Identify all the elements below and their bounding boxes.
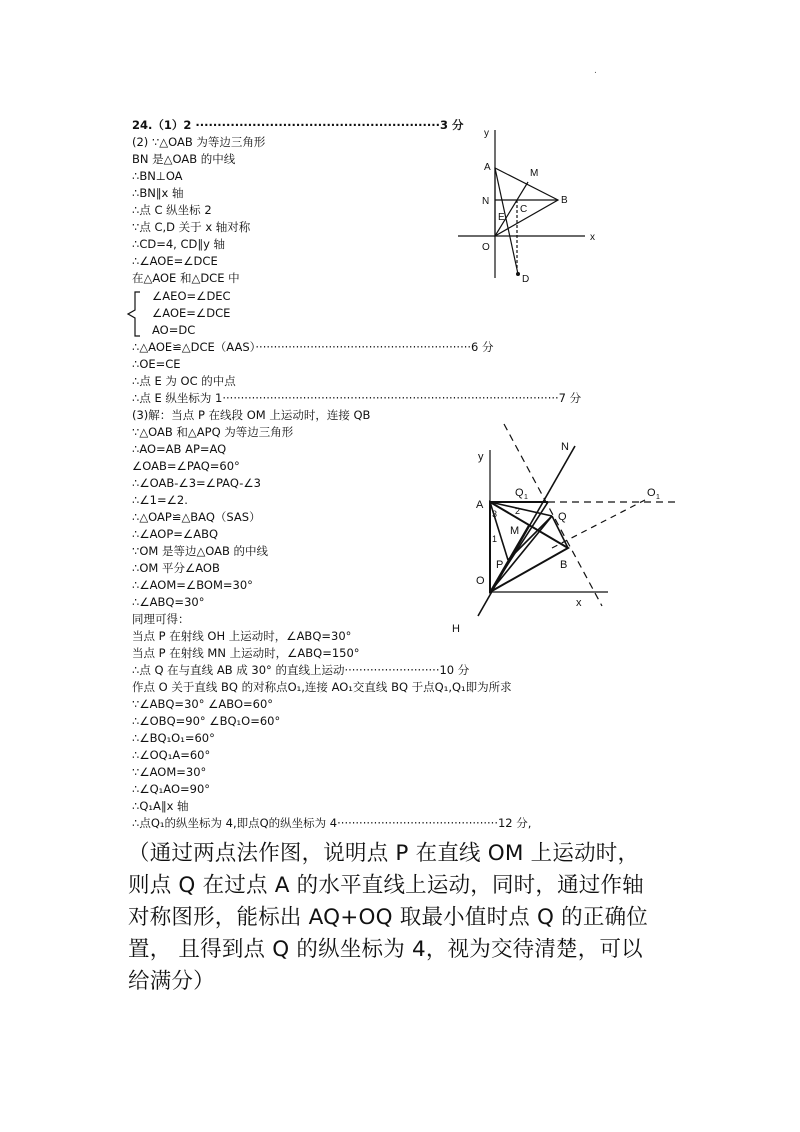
label-n: N	[561, 441, 569, 453]
label-e: E	[498, 212, 505, 223]
solution-line: ∵∠ABQ=30° ∠ABO=60°	[132, 697, 274, 711]
solution-line: ∴△OAP≌△BAQ（SAS）	[132, 510, 261, 524]
dashed-ao1	[552, 500, 645, 548]
solution-line: ∴∠AOE=∠DCE	[132, 254, 218, 268]
segment-oq	[490, 516, 552, 592]
solution-line: ∴OM 平分∠AOB	[132, 561, 220, 575]
triangle-oab	[495, 168, 558, 236]
solution-line: BN 是△OAB 的中线	[132, 152, 236, 166]
label-q1-subscript: 1	[524, 494, 528, 501]
note-line: 置， 且得到点 Q 的纵坐标为 4，视为交待清楚，可以	[128, 937, 643, 962]
label-y: y	[484, 128, 489, 139]
solution-line: ∴∠AOM=∠BOM=30°	[132, 578, 253, 592]
label-o: O	[482, 242, 490, 253]
note-line: 对称图形，能标出 AQ+OQ 取最小值时点 Q 的正确位	[128, 905, 648, 930]
point-d	[516, 272, 520, 276]
label-a: A	[476, 499, 484, 511]
label-a: A	[484, 162, 491, 173]
solution-line: (3)解：当点 P 在线段 OM 上运动时，连接 QB	[132, 408, 371, 422]
solution-line: 作点 O 关于直线 BQ 的对称点O₁,连接 AO₁交直线 BQ 于点Q₁,Q₁即为所求	[132, 680, 512, 694]
label-o1: O	[647, 487, 656, 499]
brace-bracket	[126, 290, 142, 338]
solution-line: ∴OE=CE	[132, 357, 181, 371]
label-m: M	[530, 168, 539, 179]
label-b: B	[560, 559, 568, 571]
solution-line: ∴∠1=∠2.	[132, 493, 188, 507]
solution-line: ∴△AOE≌△DCE（AAS）···························································6 分	[132, 340, 494, 354]
solution-line: ∵OM 是等边△OAB 的中线	[132, 544, 269, 558]
label-h: H	[452, 623, 460, 635]
label-q: Q	[558, 511, 567, 523]
label-m: M	[510, 525, 520, 537]
solution-line: ∴点 C 纵坐标 2	[132, 203, 212, 217]
label-y: y	[478, 451, 484, 463]
solution-line: 当点 P 在射线 MN 上运动时，∠ABQ=150°	[132, 646, 360, 660]
solution-line: ∵△OAB 和△APQ 为等边三角形	[132, 425, 294, 439]
solution-line: ∵∠AOM=30°	[132, 765, 207, 779]
solution-line: ∴∠ABQ=30°	[132, 595, 205, 609]
solution-line: 在△AOE 和△DCE 中	[132, 271, 240, 285]
solution-line: 24.（1）2 ························································3 分	[132, 118, 464, 132]
figure-part3	[440, 416, 690, 642]
solution-line: ∴∠OBQ=90° ∠BQ₁O=60°	[132, 714, 281, 728]
angle-label-1: 1	[492, 534, 498, 544]
solution-line: ∴点 E 为 OC 的中点	[132, 374, 236, 388]
solution-line: ∴点 Q 在与直线 AB 成 30° 的直线上运动··························10 分	[132, 663, 470, 677]
note-line: 则点 Q 在过点 A 的水平直线上运动，同时，通过作轴	[128, 873, 644, 898]
label-n: N	[482, 196, 490, 207]
note-line: （通过两点法作图，说明点 P 在直线 OM 上运动时，	[128, 841, 640, 866]
solution-line: ∴点Q₁的纵坐标为 4,即点Q的纵坐标为 4············································12 分,	[132, 816, 532, 830]
label-p: P	[496, 559, 504, 571]
corner-mark: .	[594, 66, 597, 76]
angle-label-3: 3	[492, 509, 498, 519]
solution-line: ∵点 C,D 关于 x 轴对称	[132, 220, 251, 234]
solution-line: ∠AOE=∠DCE	[152, 306, 231, 320]
solution-line: 当点 P 在射线 OH 上运动时，∠ABQ=30°	[132, 629, 352, 643]
figure-part2	[440, 118, 640, 288]
label-o: O	[476, 575, 485, 587]
solution-line: ∴BN⊥OA	[132, 169, 183, 183]
label-x: x	[576, 597, 582, 609]
solution-line: ∴∠AOP=∠ABQ	[132, 527, 219, 541]
solution-line: ∴BN∥x 轴	[132, 186, 184, 200]
angle-label-2: 2	[515, 506, 521, 516]
label-q1: Q	[515, 487, 524, 499]
label-o1-subscript: 1	[656, 494, 660, 501]
solution-line: ∴AO=AB AP=AQ	[132, 442, 227, 456]
solution-line: ∴∠BQ₁O₁=60°	[132, 731, 215, 745]
label-d: D	[522, 274, 530, 285]
solution-line: 同理可得：	[132, 612, 190, 626]
solution-line: ∴∠OQ₁A=60°	[132, 748, 211, 762]
solution-line: ∴点 E 纵坐标为 1····························································································7 分	[132, 391, 582, 405]
solution-line: AO=DC	[152, 323, 196, 337]
solution-line: (2) ∵△OAB 为等边三角形	[132, 135, 266, 149]
solution-line: ∴Q₁A∥x 轴	[132, 799, 189, 813]
solution-line: ∴∠Q₁AO=90°	[132, 782, 211, 796]
label-c: C	[520, 204, 528, 215]
solution-line: ∴CD=4, CD∥y 轴	[132, 237, 226, 251]
note-line: 给满分）	[128, 969, 215, 994]
solution-line: ∴∠OAB-∠3=∠PAQ-∠3	[132, 476, 261, 490]
label-x: x	[590, 232, 595, 243]
solution-line: ∠AEO=∠DEC	[152, 289, 231, 303]
solution-line: ∠OAB=∠PAQ=60°	[132, 459, 240, 473]
label-b: B	[561, 195, 568, 206]
